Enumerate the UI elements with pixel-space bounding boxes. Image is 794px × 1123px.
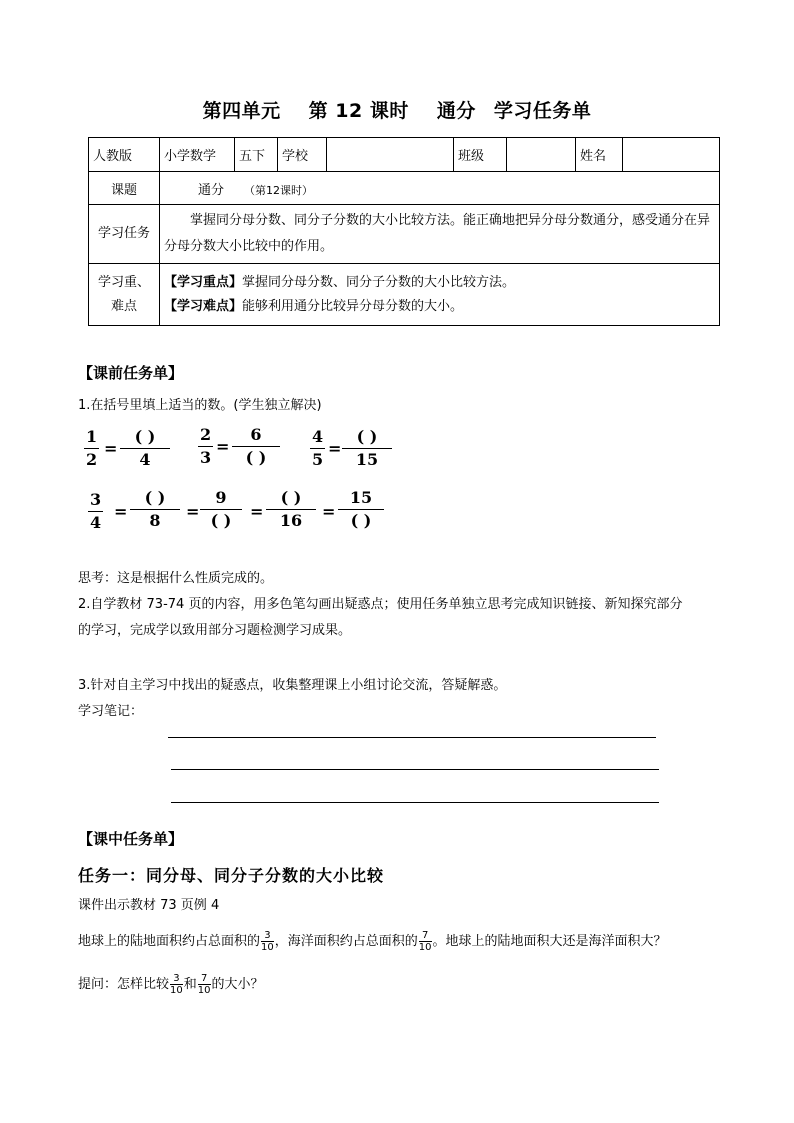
fraction-numerator[interactable]: ( ) (356, 427, 378, 446)
fraction-numerator: 3 (173, 973, 180, 984)
example-reference: 课件出示教材 73 页例 4 (78, 898, 220, 913)
title-topic: 通分 (436, 100, 476, 122)
fraction-denominator: 10 (418, 942, 432, 953)
title-doc: 学习任务单 (493, 100, 592, 122)
diff-text: 能够利用通分比较异分母分数的大小。 (242, 298, 464, 314)
fraction-2-3 (198, 424, 213, 469)
fraction-denominator: 16 (279, 511, 303, 530)
problem-statement (78, 929, 667, 955)
fraction-denominator: 15 (355, 450, 379, 469)
fraction-numerator: 4 (312, 427, 324, 446)
subject-cell: 小学数学 (160, 138, 235, 172)
fraction-blank-4 (120, 426, 170, 471)
fraction-blank-8 (130, 487, 180, 532)
fraction-denominator: 10 (197, 985, 211, 996)
fraction-6-blank (232, 424, 280, 469)
task-label: 学习任务 (89, 205, 160, 264)
question-2-line1: 2.自学教材 73-74 页的内容，用多色笔勾画出疑惑点；使用任务单独立思考完成知识链接、新知探究部分 (78, 597, 683, 612)
fraction-denominator: 10 (170, 985, 183, 996)
pre-class-heading: 【课前任务单】 (78, 364, 184, 382)
equals-sign: = (216, 437, 230, 456)
fraction-numerator: 9 (215, 488, 227, 507)
topic-cell (160, 172, 720, 205)
fraction-denominator: 4 (90, 513, 102, 532)
fraction-15-blank (338, 487, 384, 532)
school-label: 学校 (278, 138, 327, 172)
in-class-heading: 【课中任务单】 (78, 830, 184, 848)
question-2 (78, 592, 728, 644)
ask-part-a: 提问：怎样比较 (78, 977, 170, 992)
fraction-numerator: 6 (250, 425, 262, 444)
notes-label: 学习笔记： (78, 704, 144, 719)
fraction-numerator: 7 (200, 973, 208, 984)
key-text: 掌握同分母分数、同分子分数的大小比较方法。 (242, 274, 516, 290)
problem-part-a: 地球上的陆地面积约占总面积的 (78, 934, 261, 949)
fraction-numerator: 1 (86, 427, 98, 446)
ask-part-b: 和 (183, 977, 197, 992)
topic-note: （第12课时） (244, 183, 314, 197)
school-value[interactable] (327, 138, 454, 172)
fraction-7-10 (419, 930, 432, 953)
fraction-numerator: 15 (349, 488, 373, 507)
class-label: 班级 (454, 138, 507, 172)
topic-label: 课题 (89, 172, 160, 205)
fraction-blank-16 (266, 487, 316, 532)
fraction-3-4 (88, 489, 103, 534)
equals-sign: = (186, 502, 200, 521)
equals-sign: = (114, 502, 128, 521)
fraction-denominator: 5 (312, 450, 324, 469)
task-text: 掌握同分母分数、同分子分数的大小比较方法。能正确地把异分母分数通分，感受通分在异分母分数大小比较中的作用。 (160, 205, 720, 264)
question-1: 1.在括号里填上适当的数。(学生独立解决) (78, 398, 322, 413)
fraction-denominator[interactable]: ( ) (245, 448, 267, 467)
fraction-numerator: 7 (421, 930, 429, 941)
fraction-numerator: 2 (200, 425, 212, 444)
question-2-line2: 的学习，完成学以致用部分习题检测学习成果。 (78, 623, 352, 638)
fraction-numerator[interactable]: ( ) (134, 427, 156, 446)
fraction-denominator: 10 (261, 942, 274, 953)
publisher-cell: 人教版 (89, 138, 160, 172)
fraction-blank-15 (342, 426, 392, 471)
ask-part-c: 的大小？ (211, 977, 264, 992)
class-value[interactable] (507, 138, 576, 172)
fraction-numerator[interactable]: ( ) (144, 488, 166, 507)
notes-line[interactable] (171, 802, 659, 803)
fraction-7-10 (198, 973, 211, 996)
fraction-denominator[interactable]: ( ) (210, 511, 232, 530)
diff-tag: 【学习难点】 (164, 298, 243, 314)
info-table (88, 137, 720, 326)
equals-sign: = (322, 502, 336, 521)
fraction-denominator: 8 (149, 511, 161, 530)
key-label-line1: 学习重、 (97, 274, 150, 290)
key-tag: 【学习重点】 (164, 274, 243, 290)
title-unit: 第四单元 (202, 100, 281, 122)
grade-cell: 五下 (235, 138, 278, 172)
page-title (0, 96, 794, 123)
fraction-denominator: 4 (139, 450, 151, 469)
notes-line[interactable] (168, 737, 656, 738)
fraction-numerator: 3 (264, 930, 271, 941)
question-3: 3.针对自主学习中找出的疑惑点，收集整理课上小组讨论交流，答疑解惑。 (78, 678, 507, 693)
key-label (89, 264, 160, 326)
fraction-9-blank (200, 487, 242, 532)
problem-part-c: 。地球上的陆地面积大还是海洋面积大？ (432, 934, 667, 949)
fraction-denominator: 2 (86, 450, 98, 469)
think-prompt: 思考：这是根据什么性质完成的。 (78, 571, 274, 586)
fraction-1-2 (84, 426, 99, 471)
task-1-title: 任务一：同分母、同分子分数的大小比较 (78, 866, 385, 885)
equals-sign: = (250, 502, 264, 521)
fraction-3-10 (170, 973, 183, 996)
equals-sign: = (104, 439, 118, 458)
key-label-line2: 难点 (110, 298, 137, 314)
name-label: 姓名 (576, 138, 623, 172)
name-value[interactable] (623, 138, 720, 172)
fraction-4-5 (310, 426, 325, 471)
topic-value: 通分 (198, 182, 225, 198)
title-lesson: 第 12 课时 (308, 100, 409, 122)
fraction-numerator: 3 (90, 490, 102, 509)
problem-part-b: ，海洋面积约占总面积的 (274, 934, 418, 949)
fraction-3-10 (261, 930, 274, 953)
fraction-numerator[interactable]: ( ) (280, 488, 302, 507)
fraction-denominator: 3 (200, 448, 212, 467)
comparison-question (78, 972, 264, 998)
fraction-denominator[interactable]: ( ) (350, 511, 372, 530)
equals-sign: = (328, 439, 342, 458)
key-points (160, 264, 720, 326)
notes-line[interactable] (171, 769, 659, 770)
